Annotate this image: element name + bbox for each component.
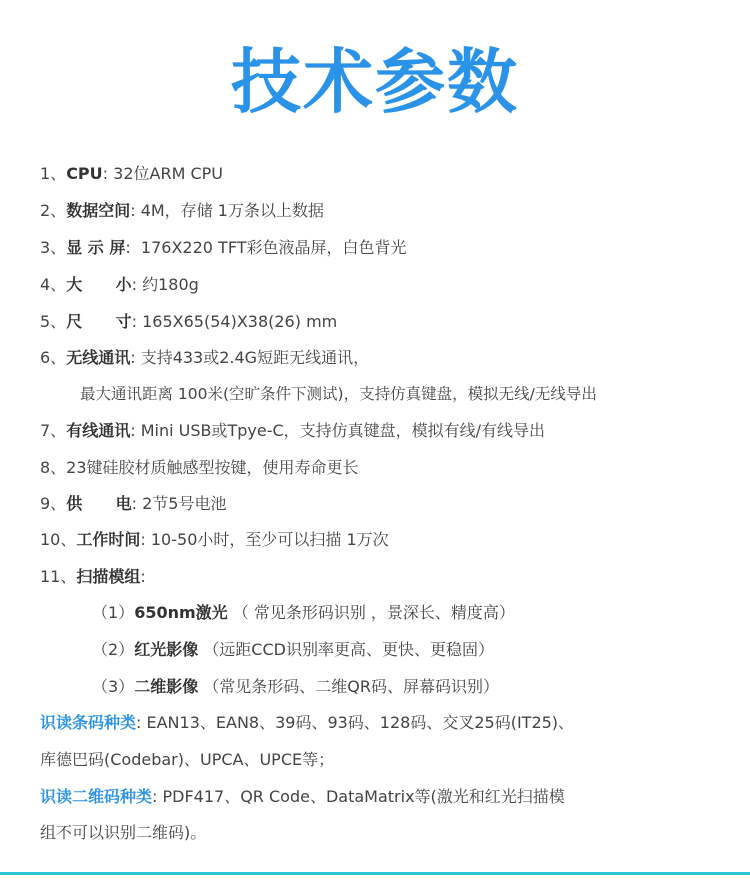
qr-types-value: 组不可以识别二维码)。 [40,823,207,842]
spec-label: 无线通讯 [66,348,131,367]
spec-value: 约180g [142,275,199,294]
module-value: （远距CCD识别率更高、更快、更稳固） [198,640,494,659]
module-label: 650nm激光 [134,603,228,622]
module-value: （常见条形码、二维QR码、屏幕码识别） [198,677,500,696]
page-title: 技术参数 [231,41,519,123]
module-row-2d-imaging [92,675,732,699]
qr-types-continued [40,821,745,845]
spec-value: 最大通讯距离 100米(空旷条件下测试)，支持仿真键盘，模拟无线/无线导出 [80,385,597,403]
spec-label: CPU [66,164,103,183]
spec-sep: : [130,348,141,367]
spec-number: 10、 [40,530,77,549]
barcode-types-continued [40,748,745,772]
spec-row-scan-module [40,565,745,589]
barcode-types-label: 识读条码种类 [40,713,137,732]
qr-types-label: 识读二维码种类 [40,787,153,806]
spec-sep: : [131,275,143,294]
qr-types-sep: : [152,787,163,806]
module-number: （2） [92,640,135,659]
spec-sep: : [131,494,143,513]
spec-row-storage [40,199,745,223]
barcode-types-sep: : [136,713,147,732]
spec-row-display [40,236,745,260]
spec-row-runtime [40,528,745,552]
spec-row-wired [40,419,745,443]
spec-value: 32位ARM CPU [113,164,223,183]
spec-value: Mini USB或Tpye-C，支持仿真键盘，模拟有线/有线导出 [140,421,546,440]
spec-row-wireless-continued [80,382,748,406]
spec-number: 5、 [40,312,67,331]
qr-types-row [40,785,745,809]
spec-sep: : [102,164,114,183]
spec-number: 7、 [40,421,67,440]
spec-row-wireless [40,346,745,370]
module-number: （1） [92,603,135,622]
spec-sep: : [131,312,143,331]
spec-label: 大 小 [66,275,132,294]
spec-number: 1、 [40,164,67,183]
spec-row-power [40,492,745,516]
spec-sep: : [130,421,141,440]
barcode-types-value: EAN13、EAN8、39码、93码、128码、交叉25码(IT25)、 [146,713,575,732]
spec-number: 11、 [40,567,77,586]
spec-number: 6、 [40,348,67,367]
spec-number: 9、 [40,494,67,513]
spec-number: 2、 [40,201,67,220]
spec-number: 4、 [40,275,67,294]
qr-types-value: PDF417、QR Code、DataMatrix等(激光和红光扫描模 [162,787,565,806]
spec-value: 176X220 TFT彩色液晶屏，白色背光 [135,238,407,257]
spec-sep: : [130,201,141,220]
spec-value: 4M，存储 1万条以上数据 [140,201,324,220]
bottom-divider [0,872,750,875]
spec-value: 165X65(54)X38(26) mm [142,312,338,331]
spec-sep: : [140,567,146,586]
module-label: 二维影像 [134,677,199,696]
spec-value: 8、23键硅胶材质触感型按键，使用寿命更长 [40,458,359,477]
spec-value: 10-50小时，至少可以扫描 1万次 [150,530,389,549]
spec-label: 有线通讯 [66,421,131,440]
module-value: （ 常见条形码识别 ，景深长、精度高） [227,603,515,622]
spec-label: 数据空间 [66,201,131,220]
spec-value: 支持433或2.4G短距无线通讯， [140,348,370,367]
spec-label: 扫描模组 [76,567,141,586]
spec-row-weight [40,273,745,297]
spec-sep: : [140,530,151,549]
module-row-laser [92,601,732,625]
module-row-red-light [92,638,732,662]
spec-label: 供 电 [66,494,132,513]
spec-number: 3、 [40,238,67,257]
spec-row-keys [40,456,745,480]
spec-label: 显 示 屏 [66,238,126,257]
spec-row-size [40,310,745,334]
spec-row-cpu [40,162,745,186]
module-number: （3） [92,677,135,696]
spec-sep: : [125,238,136,257]
spec-label: 尺 寸 [66,312,132,331]
barcode-types-row [40,711,745,735]
barcode-types-value: 库德巴码(Codebar)、UPCA、UPCE等； [40,750,335,769]
spec-value: 2节5号电池 [142,494,227,513]
spec-label: 工作时间 [76,530,141,549]
module-label: 红光影像 [134,640,199,659]
